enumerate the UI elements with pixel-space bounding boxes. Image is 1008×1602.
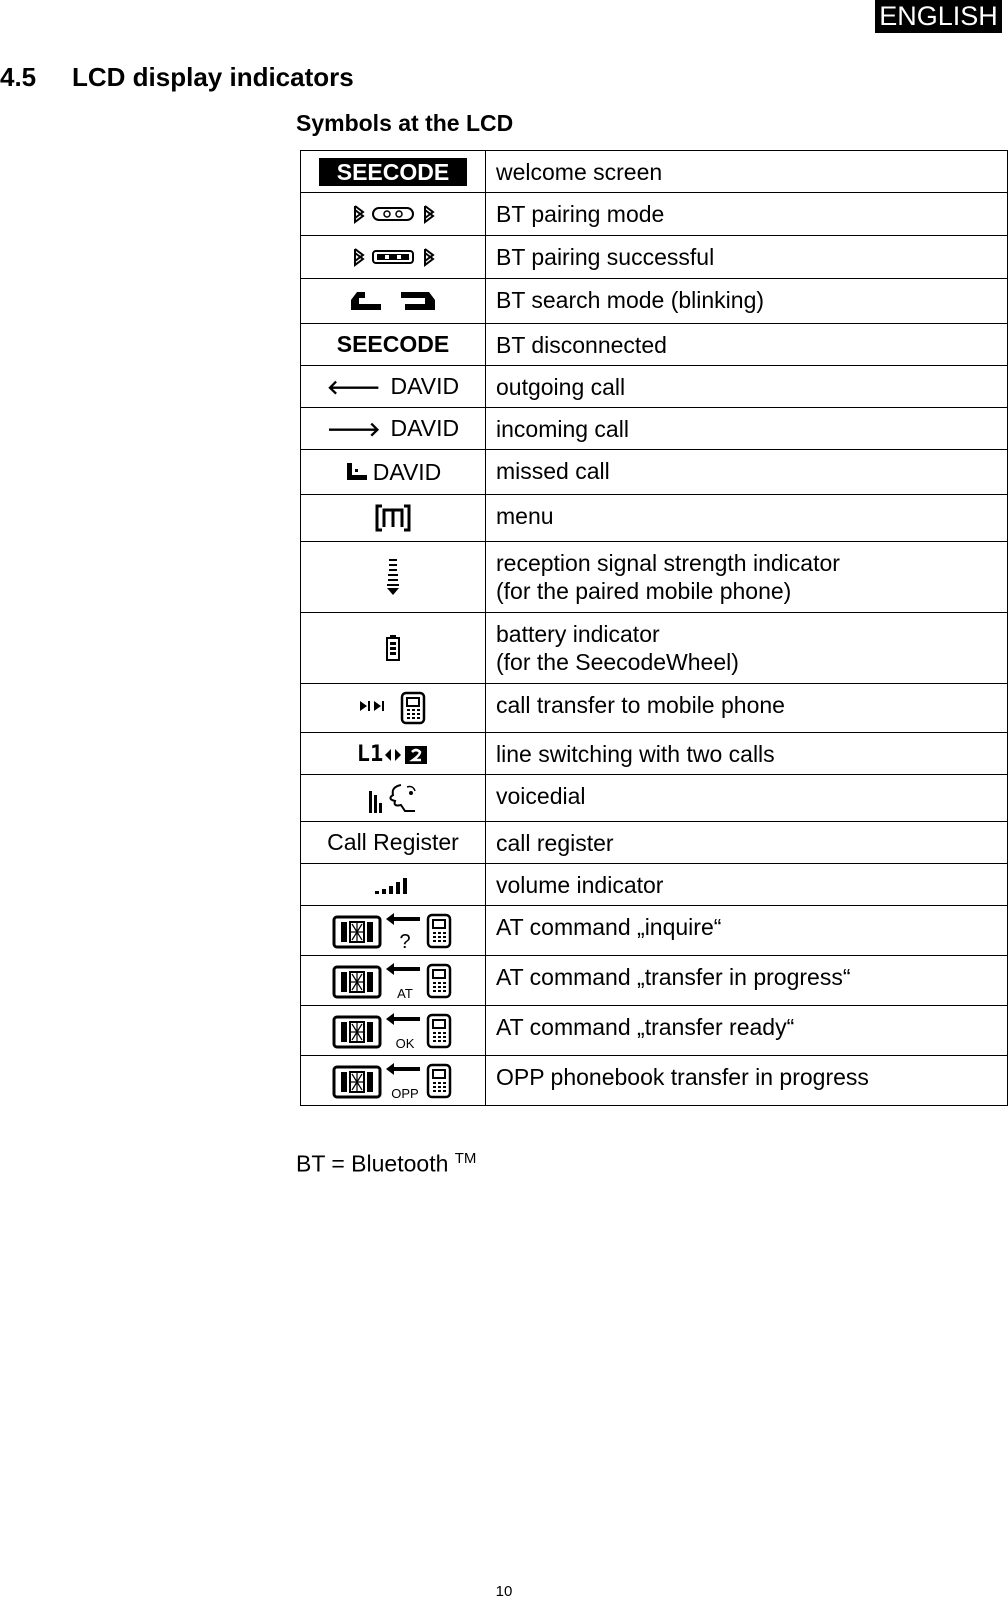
table-row	[301, 450, 1008, 495]
table-row	[301, 324, 1008, 366]
description-cell: missed call	[486, 450, 1008, 495]
arrow-left-icon: 🡐	[326, 377, 381, 399]
description-cell: AT command „transfer ready“	[486, 1006, 1008, 1056]
signal-strength-icon	[385, 557, 401, 597]
section-title: LCD display indicators	[72, 62, 354, 92]
description-line: (for the SeecodeWheel)	[496, 649, 739, 675]
description-cell: voicedial	[486, 775, 1008, 822]
description-cell: menu	[486, 495, 1008, 542]
at-command-label: OK	[395, 1035, 415, 1051]
battery-icon	[385, 634, 401, 662]
symbol-cell	[301, 408, 486, 450]
symbol-cell	[301, 151, 486, 193]
table-row	[301, 542, 1008, 613]
description-cell: call transfer to mobile phone	[486, 684, 1008, 733]
bt-pairing-icon	[345, 200, 441, 228]
arrow-right-icon: 🡒	[326, 419, 381, 441]
menu-icon	[374, 503, 412, 533]
description-cell	[486, 613, 1008, 684]
symbol-cell	[301, 1056, 486, 1106]
symbol-cell	[301, 956, 486, 1006]
at-command-icon	[332, 1066, 454, 1101]
seecode-inverted-logo: SEECODE	[319, 158, 467, 186]
call-transfer-icon	[358, 691, 428, 725]
description-cell: BT disconnected	[486, 324, 1008, 366]
lcd-symbols-table	[300, 150, 1008, 1106]
symbol-cell	[301, 684, 486, 733]
contact-name: DAVID	[372, 458, 442, 485]
contact-name: DAVID	[390, 373, 460, 399]
at-command-graphic	[332, 961, 454, 1001]
table-row	[301, 236, 1008, 279]
symbol-cell	[301, 450, 486, 495]
table-row	[301, 193, 1008, 236]
call-register-label: Call Register	[327, 829, 459, 855]
swap-arrows-icon	[383, 744, 429, 766]
symbol-cell	[301, 236, 486, 279]
symbol-cell	[301, 542, 486, 613]
description-cell: volume indicator	[486, 864, 1008, 906]
symbol-cell	[301, 613, 486, 684]
table-row	[301, 613, 1008, 684]
description-cell: line switching with two calls	[486, 733, 1008, 775]
section-heading	[0, 62, 354, 93]
footnote-text: BT = Bluetooth	[296, 1150, 455, 1177]
symbol-cell	[301, 733, 486, 775]
symbol-cell	[301, 324, 486, 366]
symbol-cell	[301, 279, 486, 324]
description-cell: BT pairing successful	[486, 236, 1008, 279]
symbol-cell	[301, 193, 486, 236]
description-cell: call register	[486, 822, 1008, 864]
description-cell	[486, 542, 1008, 613]
symbol-cell	[301, 1006, 486, 1056]
language-badge: ENGLISH	[875, 0, 1002, 33]
table-row	[301, 1056, 1008, 1106]
table-row	[301, 279, 1008, 324]
symbol-cell	[301, 864, 486, 906]
description-cell: OPP phonebook transfer in progress	[486, 1056, 1008, 1106]
section-number: 4.5	[0, 62, 37, 92]
bt-search-icon	[345, 286, 441, 316]
contact-name: DAVID	[390, 415, 460, 441]
volume-icon	[373, 876, 413, 896]
table-row	[301, 956, 1008, 1006]
symbol-cell	[301, 906, 486, 956]
table-row	[301, 733, 1008, 775]
description-cell: welcome screen	[486, 151, 1008, 193]
description-cell: AT command „transfer in progress“	[486, 956, 1008, 1006]
page-number: 10	[495, 1583, 513, 1600]
at-command-graphic	[332, 911, 454, 951]
at-command-label: AT	[397, 985, 413, 1001]
description-cell: incoming call	[486, 408, 1008, 450]
table-row	[301, 822, 1008, 864]
description-cell: outgoing call	[486, 366, 1008, 408]
trademark-mark: TM	[454, 1150, 477, 1167]
table-row	[301, 775, 1008, 822]
symbol-cell	[301, 775, 486, 822]
table-row	[301, 366, 1008, 408]
at-command-icon	[332, 1016, 454, 1051]
symbol-cell	[301, 822, 486, 864]
footnote	[296, 1150, 476, 1178]
table-row	[301, 864, 1008, 906]
at-command-graphic	[332, 1061, 454, 1101]
seecode-text: SEECODE	[336, 331, 450, 357]
table-row	[301, 408, 1008, 450]
voicedial-icon	[367, 781, 419, 815]
at-command-label: ?	[399, 930, 411, 951]
description-line: battery indicator	[496, 621, 660, 647]
line-switch-icon	[357, 742, 430, 767]
symbol-cell	[301, 495, 486, 542]
description-line: reception signal strength indicator	[496, 550, 840, 576]
table-row	[301, 684, 1008, 733]
table-row	[301, 1006, 1008, 1056]
at-command-label: OPP	[391, 1085, 419, 1101]
table-row	[301, 151, 1008, 193]
description-cell: AT command „inquire“	[486, 906, 1008, 956]
line-one-label: L1	[356, 742, 384, 767]
description-cell: BT search mode (blinking)	[486, 279, 1008, 324]
bt-paired-icon	[345, 243, 441, 271]
missed-call-icon	[345, 461, 369, 485]
table-row	[301, 906, 1008, 956]
at-command-graphic	[332, 1011, 454, 1051]
table-row	[301, 495, 1008, 542]
symbol-cell	[301, 366, 486, 408]
at-command-icon	[332, 966, 454, 1001]
description-line: (for the paired mobile phone)	[496, 578, 792, 604]
at-command-icon	[332, 916, 454, 951]
table-subtitle: Symbols at the LCD	[296, 110, 514, 136]
description-cell: BT pairing mode	[486, 193, 1008, 236]
